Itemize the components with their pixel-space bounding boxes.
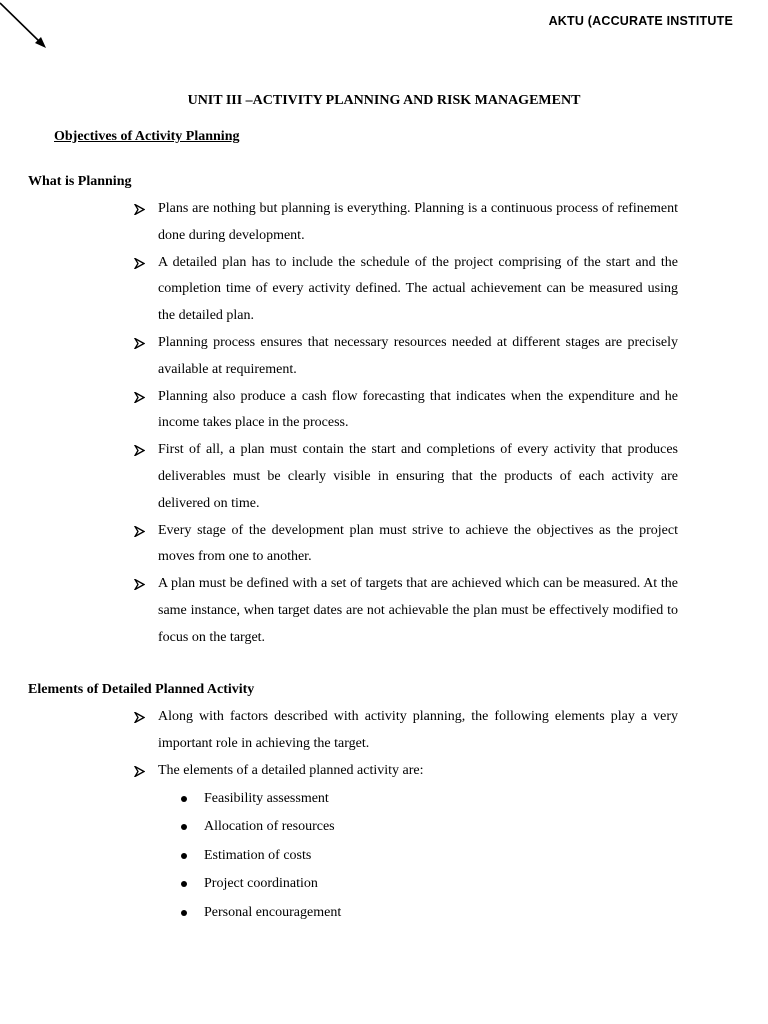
list-item [158,196,678,250]
bullet-dot-icon [181,796,187,802]
arrow-bullet-icon [134,384,148,411]
list-item-text: Project coordination [204,876,318,892]
arrow-bullet-icon [134,196,148,223]
list-item [158,518,678,572]
list-item-text: Estimation of costs [204,847,312,863]
list-item-text: A detailed plan has to include the schedule of the project comprising of the start and the completion time of every activity defined. The actual achievement can be measured using the detailed plan. [158,254,678,324]
arrow-bullet-icon [134,758,148,785]
bullet-dot-icon [181,853,187,859]
list-item [204,899,341,927]
list-item [158,704,678,758]
list-item [158,330,678,384]
list-item-text: Personal encouragement [204,904,342,920]
list-item [204,842,341,870]
list-item-text: The elements of a detailed planned activity are: [158,762,424,778]
list-item [158,571,678,651]
list-item-text: Along with factors described with activity planning, the following elements play a very important role in achieving the target. [158,709,678,751]
list-item [158,384,678,438]
list-item-text: Planning process ensures that necessary resources needed at different stages are precisely available at requirement. [158,334,678,377]
list-item-text: Every stage of the development plan must strive to achieve the objectives as the project moves from one to another. [158,522,678,565]
elements-heading: Elements of Detailed Planned Activity [28,682,255,697]
arrow-bullet-icon [134,437,148,464]
corner-arrow-icon [0,0,60,60]
unit-title: UNIT III –ACTIVITY PLANNING AND RISK MANAGEMENT [187,93,581,108]
planning-heading: What is Planning [28,174,132,189]
list-item-text: Planning also produce a cash flow forecasting that indicates when the expenditure and he income takes place in the process. [158,388,678,431]
list-item-text: Allocation of resources [204,819,335,835]
list-item [158,437,678,517]
list-item-text: A plan must be defined with a set of targets that are achieved which can be measured. At the same instance, when target dates are not achievable the plan must be effectively modified to focus on the target. [158,576,678,645]
list-item-text: Plans are nothing but planning is everything. Planning is a continuous process of refinement done during development. [158,201,678,243]
objectives-title: Objectives of Activity Planning [54,129,240,144]
bullet-dot-icon [181,824,187,830]
list-item-text: First of all, a plan must contain the start and completions of every activity that produces deliverables must be clearly visible in ensuring that the products of each activity are delivered on time. [158,442,678,511]
arrow-bullet-icon [134,704,148,731]
arrow-bullet-icon [134,571,148,598]
header-institute: AKTU (ACCURATE INSTITUTE [548,14,733,28]
list-item [204,870,341,898]
arrow-bullet-icon [134,250,148,277]
arrow-bullet-icon [134,518,148,545]
list-item [204,813,341,841]
arrow-bullet-icon [134,330,148,357]
planning-list [158,196,678,652]
list-item [158,758,678,785]
list-item [204,785,341,813]
bullet-dot-icon [181,881,187,887]
elements-sub-list [204,785,341,927]
list-item-text: Feasibility assessment [204,791,329,806]
list-item [158,250,678,330]
bullet-dot-icon [181,910,187,916]
elements-list [158,704,678,784]
